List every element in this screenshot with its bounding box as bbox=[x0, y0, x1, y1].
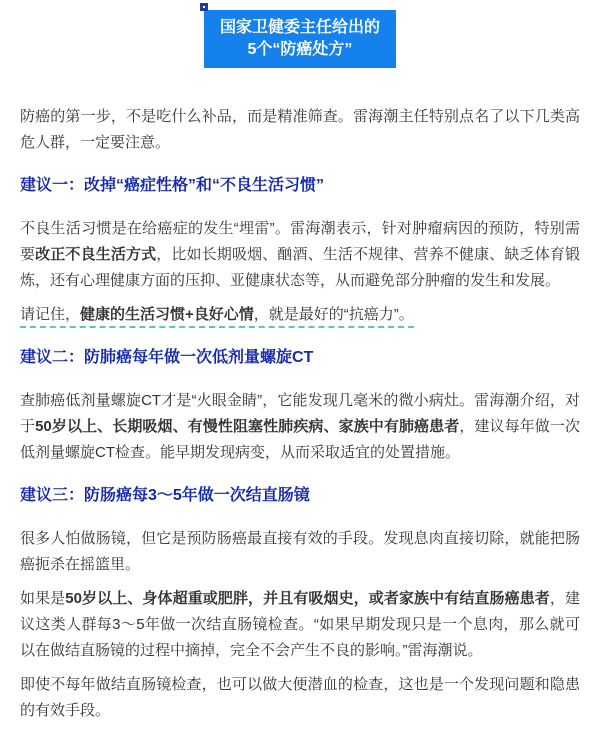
paragraph-colonoscopy-intro bbox=[20, 526, 580, 578]
text-run: 如果是 bbox=[20, 590, 66, 607]
text-run: ，建议每年做一次低剂量螺旋CT检查。能早期发现病变，从而采取适宜的处置措施。 bbox=[20, 418, 580, 461]
title-banner bbox=[204, 10, 396, 68]
paragraph-remember bbox=[20, 302, 580, 328]
heading-tip1: 建议一：改掉“癌症性格”和“不良生活习惯” bbox=[20, 177, 325, 194]
article-body bbox=[0, 68, 600, 724]
heading-tip3: 建议三：防肠癌每3～5年做一次结直肠镜 bbox=[20, 487, 310, 504]
paragraph-lifestyle bbox=[20, 216, 580, 294]
text-run: 请记住， bbox=[20, 306, 81, 323]
text-run: 即使不每年做结直肠镜检查，也可以做大便潜血的检查，这也是一个发现问题和隐患的有效手段。 bbox=[20, 676, 580, 719]
paragraph-intro bbox=[20, 104, 580, 156]
bold-run: 50岁以上、身体超重或肥胖，并且有吸烟史，或者家族中有结直肠癌患者 bbox=[65, 590, 550, 607]
banner-title-line1: 国家卫健委主任给出的 bbox=[219, 19, 380, 36]
corner-square-decoration bbox=[200, 3, 208, 11]
paragraph-colonoscopy-risk bbox=[20, 586, 580, 664]
bold-run: 50岁以上、长期吸烟、有慢性阻塞性肺疾病、家族中有肺癌患者 bbox=[35, 418, 460, 435]
text-run: 防癌的第一步，不是吃什么补品，而是精准筛查。雷海潮主任特别点名了以下几类高危人群，一定要注意。 bbox=[20, 108, 580, 151]
underlined-run bbox=[20, 306, 414, 328]
paragraph-lung-ct bbox=[20, 388, 580, 466]
heading-tip2: 建议二：防肺癌每年做一次低剂量螺旋CT bbox=[20, 349, 314, 366]
banner-container bbox=[0, 0, 600, 68]
text-run: 不良生活习惯是在给癌症的发生“埋雷”。雷海潮表示，针对肿瘤病因的预防，特别需要 bbox=[20, 220, 580, 263]
text-run: ，建议这类人群每3～5年做一次结直肠镜检查。“如果早期发现只是一个息肉，那么就可以在做结直肠镜的过程中摘掉，完全不会产生不良的影响。”雷海潮说。 bbox=[20, 590, 580, 659]
text-run: 很多人怕做肠镜，但它是预防肠癌最直接有效的手段。发现息肉直接切除，就能把肠癌扼杀在摇篮里。 bbox=[20, 530, 580, 573]
banner-title-line2: 5个“防癌处方” bbox=[247, 41, 353, 58]
bold-run: 健康的生活习惯+良好心情 bbox=[80, 306, 254, 323]
text-run: 查肺癌低剂量螺旋CT才是“火眼金睛”，它能发现几毫米的微小病灶。雷海潮介绍，对于 bbox=[20, 392, 580, 435]
text-run: ，比如长期吸烟、酗酒、生活不规律、营养不健康、缺乏体育锻炼，还有心理健康方面的压抑、亚健康状态等，从而避免部分肿瘤的发生和发展。 bbox=[20, 246, 580, 289]
paragraph-stool-test bbox=[20, 672, 580, 724]
text-run: ，就是最好的“抗癌力”。 bbox=[253, 306, 414, 323]
bold-run: 改正不良生活方式 bbox=[35, 246, 157, 263]
